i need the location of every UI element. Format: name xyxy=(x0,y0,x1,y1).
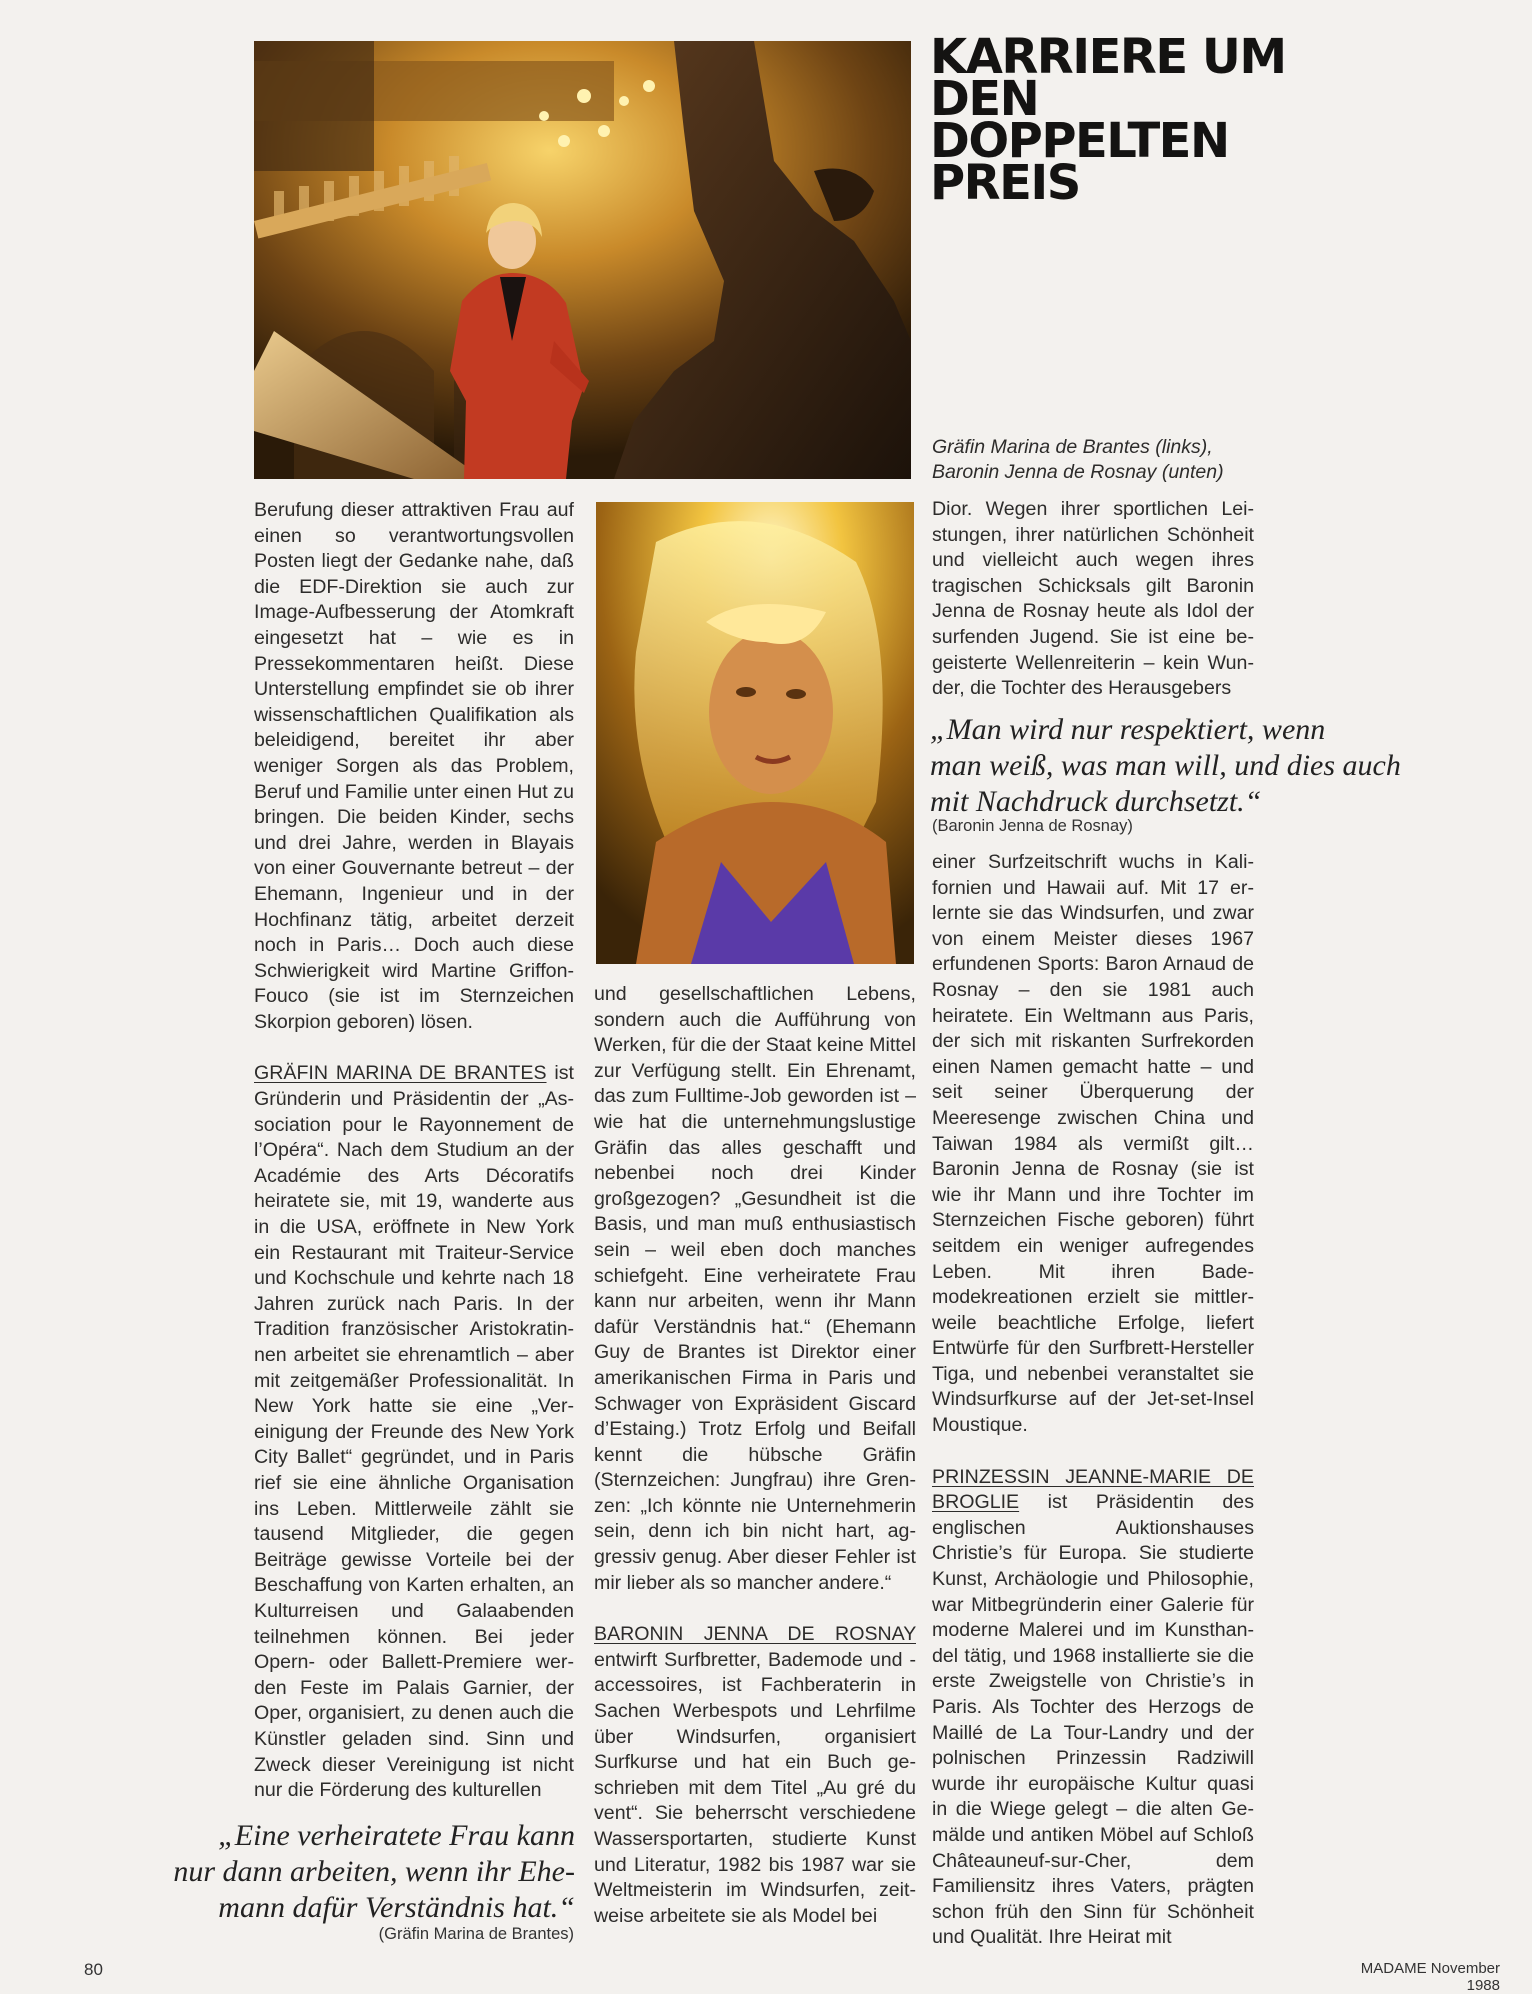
headline xyxy=(930,29,1330,211)
photo-opera-staircase xyxy=(254,41,911,479)
photo-jenna-de-rosnay xyxy=(596,502,914,964)
paragraph xyxy=(932,1465,1254,1951)
pull-quote xyxy=(930,712,1450,820)
pull-quote-attribution: (Gräfin Marina de Brantes) xyxy=(378,1925,574,1943)
section-lead: PRINZESSIN JEANNE-MARIE DE BROGLIE xyxy=(932,1465,1254,1514)
paragraph-text: entwirft Surfbretter, Bademode und -accessoires, ist Fachberaterin in Sachen Werbespots und Lehrfilme über Windsurfen, organisiert Surfkurse und hat ein Buch geschrieben mit dem Titel „Au gré du vent“. Sie beherrscht verschiedene Wassersportarten, studierte Kunst und Literatur, 1982 bis 1987 war sie Weltmeisterin im Windsurfen, zeitweise arbeitete sie als Model bei xyxy=(594,1648,916,1927)
headline-line: PREIS xyxy=(930,155,1080,211)
pull-quote-line: man weiß, was man will, und dies auch xyxy=(930,749,1401,782)
article-column-3-bottom xyxy=(932,850,1254,1949)
section-lead: BARONIN JENNA DE ROSNAY xyxy=(594,1623,916,1646)
pull-quote-line: nur dann arbeiten, wenn ihr Ehe- xyxy=(173,1855,575,1888)
paragraph-text: ist Präsidentin des englischen Auktionshauses Christie’s für Europa. Sie studierte Kunst, Archäologie und Philosophie, war Mitbegründerin einer Galerie für moderne Malerei und im Kunsthandel tätig, und 1968 installierte sie die erste Zweigstelle von Christie’s in Paris. Als Tochter des Herzogs de Maillé de La Tour-Landry und der polnischen Prinzessin Radziwill wurde ihr europäische Kultur quasi in die Wiege gelegt – die alten Gemälde und antiken Möbel auf Schloß Châteauneuf-sur-Cher, dem Familiensitz ihres Vaters, prägten schon früh den Sinn für Schönheit und Qualität. Ihre Heirat mit xyxy=(932,1491,1254,1949)
pull-quote-line: „Eine verheiratete Frau kann xyxy=(218,1819,575,1852)
paragraph-text: ist Gründerin und Präsidentin der „Association pour le Rayonnement de l’Opéra“. Nach dem Studium an der Académie des Arts Décoratifs heiratete sie, mit 19, wanderte aus in die USA, eröffnete in New York ein Restaurant mit Traiteur-Service und Kochschule und kehrte nach 18 Jahren zurück nach Paris. In der Tradition französischer Aristokratinnen arbeitet sie ehrenamtlich – aber mit zeitgemäßer Professionalität. In New York hatte sie eine „Vereinigung der Freunde des New York City Ballet“ gegründet, und in Paris rief sie eine ähnliche Organisation ins Leben. Mittlerweile zählt sie tausend Mitglieder, die gegen Beiträge gewisse Vorteile bei der Beschaffung von Karten erhalten, an Kulturreisen und Galaabenden teilnehmen können. Bei jeder Opern- oder Ballett-Premiere werden Feste im Palais Garnier, der Oper, organisiert, zu denen auch die Künstler geladen sind. Sinn und Zweck dieser Vereinigung ist nicht nur die Förderung des kulturellen xyxy=(254,1062,574,1802)
paragraph: und gesellschaftlichen Lebens, sondern auch die Aufführung von Werken, für die der Staat keine Mittel zur Verfügung stellt. Ein Ehrenamt, das zum Fulltime-Job geworden ist – wie hat die unternehmungslustige Gräfin das alles geschafft und nebenbei noch drei Kinder großgezogen? „Gesundheit ist die Basis, und man muß enthusiastisch sein – weil eben doch manches schiefgeht. Eine verheiratete Frau kann nur arbeiten, wenn ihr Mann dafür Verständnis hat.“ (Ehemann Guy de Brantes ist Direktor einer amerikanischen Firma in Paris und Schwager von Expräsident Giscard d’Estaing.) Trotz Erfolg und Beifall kennt die hübsche Gräfin (Sternzeichen: Jungfrau) ihre Grenzen: „Ich könnte nie Unternehmerin sein, denn ich bin nicht hart, aggressiv genug. Aber dieser Fehler ist mir lieber als so mancher andere.“ xyxy=(594,983,916,1594)
paragraph: Dior. Wegen ihrer sportlichen Leistungen, ihrer natürlichen Schönheit und vielleicht auch wegen ihres tragischen Schicksals gilt Baronin Jenna de Rosnay heute als Idol der surfenden Jugend. Sie ist eine begeisterte Wellenreiterin – kein Wunder, die Tochter des Herausgebers xyxy=(932,498,1254,700)
article-column-3-top xyxy=(932,497,1254,702)
paragraph xyxy=(254,1061,574,1803)
page-number: 80 xyxy=(84,1960,103,1979)
paragraph: einer Surfzeitschrift wuchs in Kalifornien und Hawaii auf. Mit 17 erlernte sie das Windsurfen, und zwar von einem Meister dieses 1967 erfundenen Sports: Baron Arnaud de Rosnay – den sie 1981 auch heiratete. Ein Weltmann aus Paris, der sich mit riskanten Surfrekorden einen Namen gemacht hatte – und seit seiner Überquerung der Meeresenge zwischen China und Taiwan 1984 als vermißt gilt… Baronin Jenna de Rosnay (sie ist wie ihr Mann und ihre Tochter im Sternzeichen Fische geboren) führt seitdem ein weniger aufregendes Leben. Mit ihren Bademodekreationen erzielt sie mittlerweile beachtliche Erfolge, liefert Entwürfe für den Surfbrett-Hersteller Tiga, und nebenbei veranstaltet sie Windsurfkurse auf der Jet-set-Insel Moustique. xyxy=(932,851,1254,1437)
caption-line: Gräfin Marina de Brantes (links), xyxy=(932,436,1213,458)
photo-jenna-de-rosnay-image xyxy=(596,502,914,964)
headline-line: KARRIERE UM xyxy=(930,29,1286,85)
paragraph xyxy=(594,1622,916,1929)
pull-quote-attribution: (Baronin Jenna de Rosnay) xyxy=(932,817,1133,835)
photo-opera-staircase-image xyxy=(254,41,911,479)
paragraph: Berufung dieser attraktiven Frau auf einen so verantwortungsvollen Posten liegt der Gedanke nahe, daß die EDF-Direktion sie auch zur Image-Aufbesserung der Atomkraft eingesetzt hat – wie es in Pressekommentaren heißt. Diese Unterstellung empfindet sie ob ihrer wissenschaftlichen Qualifikation als beleidigend, bereitet ihr aber weniger Sorgen als das Problem, Beruf und Familie unter einen Hut zu bringen. Die beiden Kinder, sechs und drei Jahre, werden in Blayais von einer Gouvernante betreut – der Ehemann, Ingenieur und in der Hochfinanz tätig, arbeitet derzeit noch in Paris… Doch auch diese Schwierigkeit wird Martine Griffon-Fouco (sie ist im Sternzeichen Skorpion geboren) lösen. xyxy=(254,499,574,1033)
pull-quote-line: „Man wird nur respektiert, wenn xyxy=(930,713,1326,746)
caption-line: Baronin Jenna de Rosnay (unten) xyxy=(932,461,1224,483)
pull-quote xyxy=(130,1818,575,1926)
magazine-issue: MADAME November 1988 xyxy=(1360,1960,1500,1994)
article-column-2 xyxy=(594,982,916,1932)
pull-quote-line: mit Nachdruck durchsetzt.“ xyxy=(930,785,1262,818)
pull-quote-line: mann dafür Verständnis hat.“ xyxy=(218,1891,575,1924)
article-column-1 xyxy=(254,498,574,1802)
section-lead: GRÄFIN MARINA DE BRANTES xyxy=(254,1062,547,1085)
headline-line: DEN DOPPELTEN xyxy=(930,71,1229,169)
photo-caption xyxy=(932,435,1292,485)
